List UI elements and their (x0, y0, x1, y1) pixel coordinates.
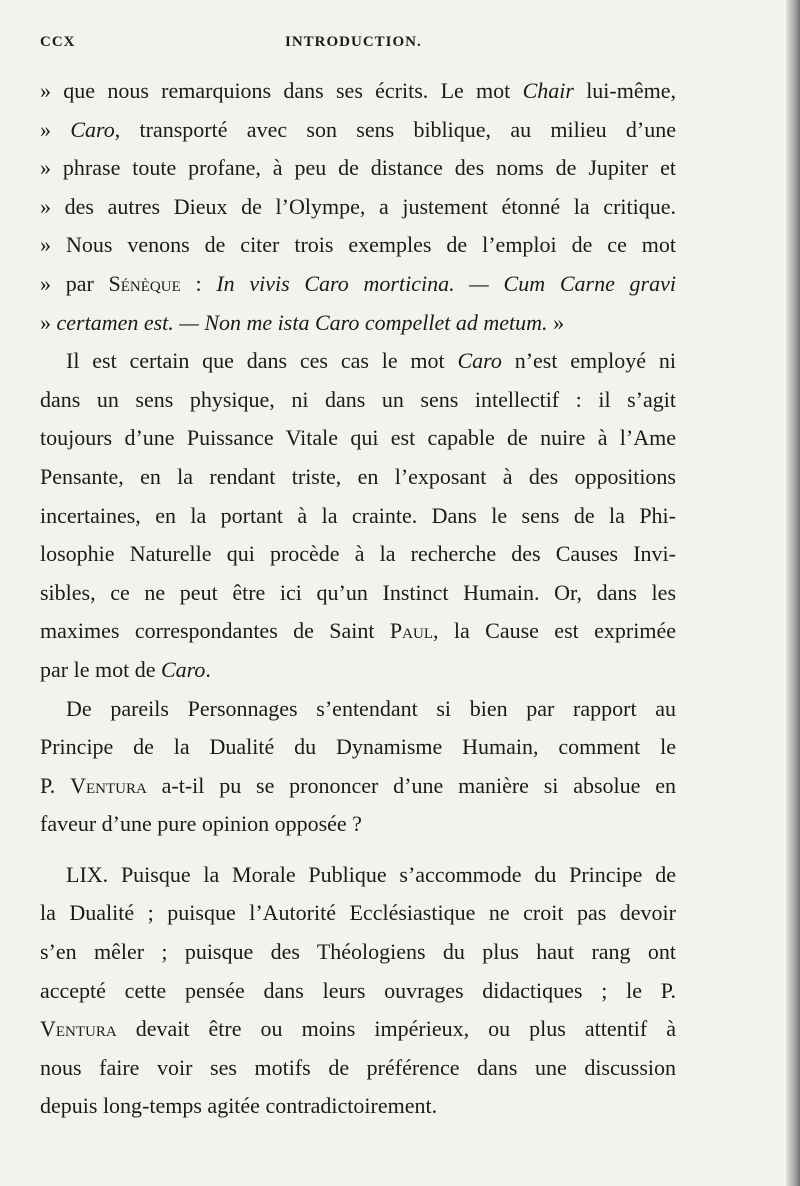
italic-text: In vivis Caro morticina. — Cum Carne gravi (216, 270, 676, 296)
text-run: Il est certain que dans ces cas le mot (66, 348, 458, 374)
text-run: s’en mêler ; puisque des Théologiens du plus haut rang ont (40, 939, 676, 965)
text-run: depuis long-temps agitée contradictoirement. (40, 1093, 438, 1119)
text-run: » que nous remarquions dans ses écrits. Le mot (40, 78, 523, 103)
text-line (40, 894, 676, 933)
text-run: n’est employé ni (501, 348, 676, 374)
body-text (40, 72, 676, 1126)
text-run: » (40, 116, 71, 142)
text-line (40, 342, 676, 381)
text-line (40, 111, 676, 150)
text-line (40, 226, 676, 265)
text-line (40, 690, 676, 729)
text-line (40, 381, 676, 420)
italic-text: Caro (457, 348, 502, 374)
text-run: devait être ou moins impérieux, ou plus attentif à (116, 1016, 676, 1042)
text-run: sibles, ce ne peut être ici qu’un Instinct Humain. Or, dans les (40, 579, 676, 605)
text-line (40, 933, 676, 972)
text-run: P. (40, 772, 71, 798)
text-run: par le mot de (40, 656, 161, 682)
text-run: losophie Naturelle qui procède à la recherche des Causes Invi- (40, 541, 676, 567)
text-run: » par (40, 270, 109, 296)
text-line (40, 304, 676, 343)
text-line (40, 651, 676, 690)
text-run: » Nous venons de citer trois exemples de l’emploi de ce mot (40, 232, 676, 258)
text-run: Pensante, en la rendant triste, en l’exposant à des oppositions (40, 463, 676, 489)
text-line (40, 972, 676, 1011)
text-run: la Dualité ; puisque l’Autorité Ecclésiastique ne croit pas devoir (40, 900, 676, 926)
text-run: LIX. Puisque la Morale Publique s’accommode du Principe de (66, 861, 676, 887)
text-line (40, 574, 676, 613)
text-run: lui-même, (573, 78, 677, 103)
text-line (40, 419, 676, 458)
small-caps-name: Sénèque (108, 270, 181, 296)
text-line (40, 612, 676, 651)
text-run: a-t-il pu se prononcer d’une manière si absolue en (146, 772, 677, 798)
text-run: toujours d’une Puissance Vitale qui est capable de nuire à l’Ame (40, 425, 676, 451)
text-line (40, 856, 676, 895)
text-run: faveur d’une pure opinion opposée ? (40, 811, 362, 837)
text-line (40, 72, 676, 111)
text-run: : (180, 270, 217, 296)
italic-text: Caro (160, 656, 206, 682)
text-run: » (40, 309, 57, 335)
italic-text: certamen est. — Non me ista Caro compellet ad metum. (56, 309, 548, 335)
text-run: De pareils Personnages s’entendant si bien par rapport au (66, 695, 676, 721)
italic-text: Chair (522, 78, 574, 103)
paragraph-gap (40, 844, 676, 856)
page-header (40, 34, 680, 58)
text-run: » phrase toute profane, à peu de distance des noms de Jupiter et (40, 155, 676, 181)
text-run: , la Cause est exprimée (433, 618, 676, 644)
text-line (40, 535, 676, 574)
text-line (40, 805, 676, 844)
text-line (40, 767, 676, 806)
text-run: Principe de la Dualité du Dynamisme Humain, comment le (40, 734, 676, 760)
text-run: accepté cette pensée dans leurs ouvrages didactiques ; le P. (40, 977, 676, 1003)
small-caps-name: Ventura (40, 1016, 117, 1042)
small-caps-name: Paul (389, 618, 433, 644)
text-run: » (547, 309, 565, 335)
text-run: nous faire voir ses motifs de préférence dans une discussion (40, 1054, 676, 1080)
text-run: incertaines, en la portant à la crainte. Dans le sens de la Phi- (40, 502, 676, 528)
text-line (40, 188, 676, 227)
text-line (40, 728, 676, 767)
text-run: » des autres Dieux de l’Olympe, a justement étonné la critique. (40, 193, 676, 219)
text-line (40, 497, 676, 536)
text-line (40, 265, 676, 304)
page-number: CCX (40, 34, 76, 50)
small-caps-name: Ventura (70, 772, 147, 798)
running-title: INTRODUCTION. (285, 34, 422, 50)
text-line (40, 458, 676, 497)
text-line (40, 1010, 676, 1049)
text-run: . (205, 656, 211, 682)
text-run: maximes correspondantes de Saint (40, 618, 390, 644)
text-run: , transporté avec son sens biblique, au milieu d’une (114, 116, 677, 142)
text-run: dans un sens physique, ni dans un sens intellectif : il s’agit (40, 386, 676, 412)
text-line (40, 1087, 676, 1126)
page-edge-shadow (786, 0, 800, 1186)
text-line (40, 149, 676, 188)
italic-text: Caro (70, 116, 115, 142)
text-line (40, 1049, 676, 1088)
